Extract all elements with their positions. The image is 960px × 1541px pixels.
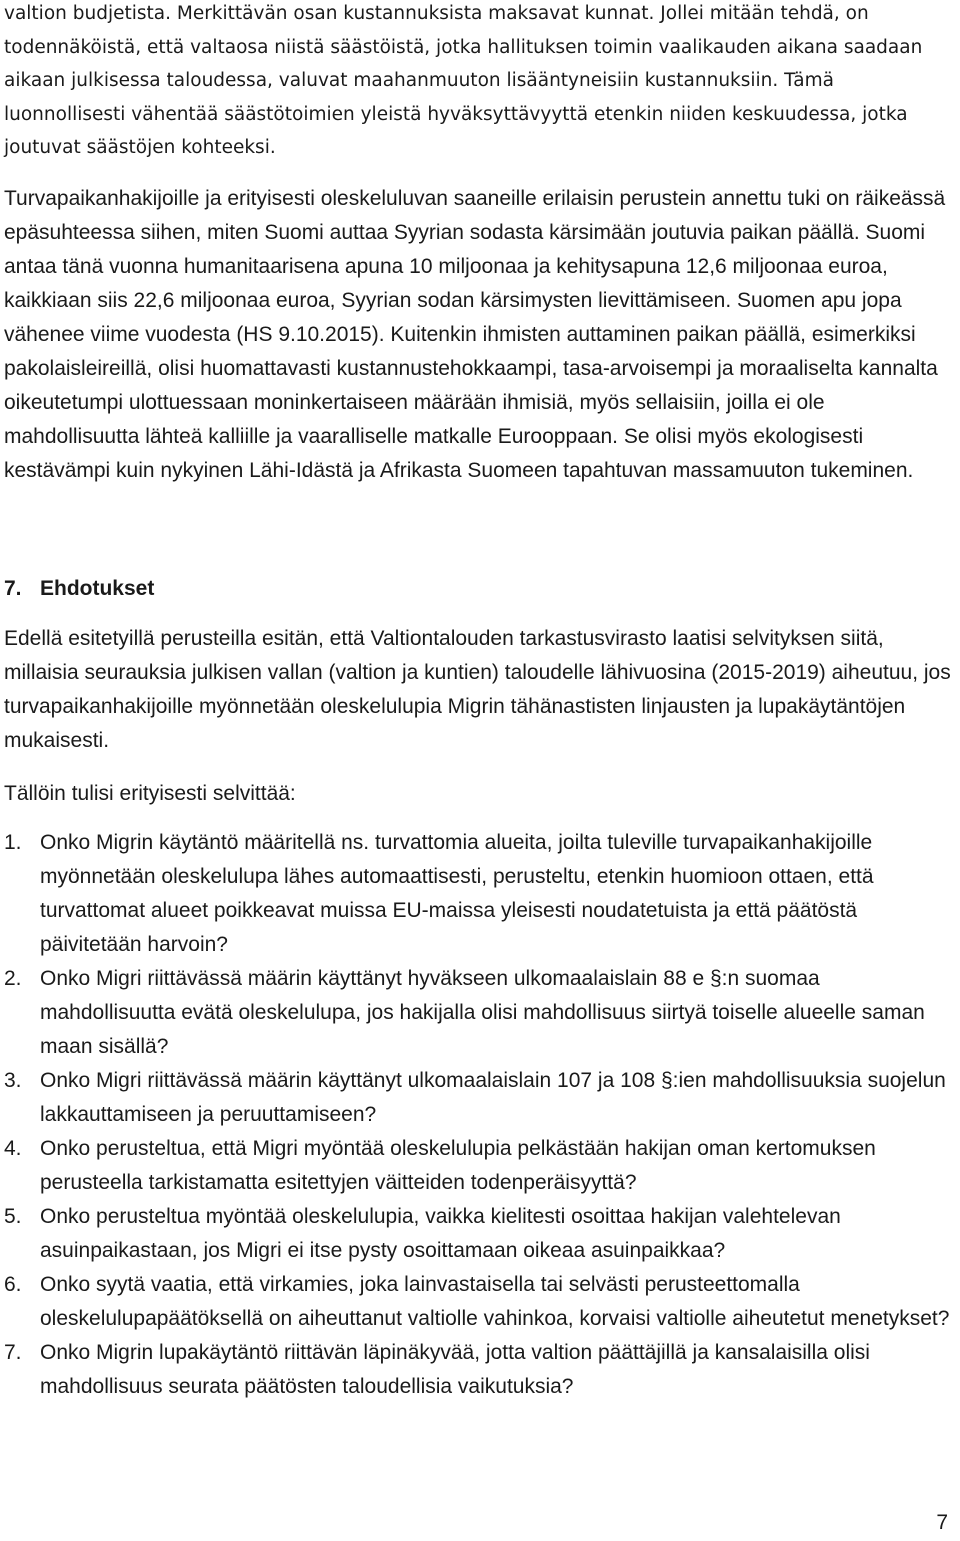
list-item-number: 1. — [4, 831, 22, 854]
questions-list — [4, 826, 952, 1404]
paragraph-questions-intro: Tällöin tulisi erityisesti selvittää: — [4, 782, 296, 805]
list-item-text: Onko perusteltua myöntää oleskelulupia, vaikka kielitesti osoittaa hakijan valehtelevan asuinpaikastaan, jos Migri ei itse pysty osoittamaan oikeaa asuinpaikkaa? — [40, 1205, 841, 1262]
paragraph-budget: valtion budjetista. Merkittävän osan kustannuksista maksavat kunnat. Jollei mitään tehdä, on todennäköistä, että valtaosa niistä säästöistä, jotka hallituksen toimin vaalikauden aikana saadaan aikaan julkisessa taloudessa, valuvat maahanmuuton lisääntyneisiin kustannuksiin. Tämä luonnollisesti vähentää säästötoimien yleistä hyväksyttävyyttä etenkin niiden keskuudessa, jotka joutuvat säästöjen kohteeksi. — [4, 3, 923, 158]
list-item-text: Onko syytä vaatia, että virkamies, joka lainvastaisella tai selvästi perusteettomalla oleskelulupapäätöksellä on aiheuttanut valtiolle vahinkoa, korvaisi valtiolle aiheutetut menetykset? — [40, 1273, 950, 1330]
paragraph-proposal: Edellä esitetyillä perusteilla esitän, että Valtiontalouden tarkastusvirasto laatisi selvityksen siitä, millaisia seurauksia julkisen vallan (valtion ja kuntien) taloudelle lähivuosina (2015-2019) aiheutuu, jos turvapaikanhakijoille myönnetään oleskelulupia Migrin tähänastisten linjausten ja lupakäytäntöjen mukaisesti. — [4, 627, 951, 752]
list-item-number: 6. — [4, 1273, 22, 1296]
list-item — [4, 1268, 952, 1336]
list-item-number: 5. — [4, 1205, 22, 1228]
section-title: Ehdotukset — [40, 577, 155, 600]
section-heading — [4, 572, 154, 606]
section-number: 7. — [4, 577, 22, 600]
list-item — [4, 962, 952, 1064]
paragraph-syria-aid: Turvapaikanhakijoille ja erityisesti oleskeluluvan saaneille erilaisin perustein annettu tuki on räikeässä epäsuhteessa siihen, miten Suomi auttaa Syyrian sodasta kärsimään joutuvia paikan päällä. Suomi antaa tänä vuonna humanitaarisena apuna 10 miljoonaa ja kehitysapuna 12,6 miljoonaa euroa, kaikkiaan siis 22,6 miljoonaa euroa, Syyrian sodan kärsimysten lievittämiseen. Suomen apu jopa vähenee viime vuodesta (HS 9.10.2015). Kuitenkin ihmisten auttaminen paikan päällä, esimerkiksi pakolaisleireillä, olisi huomattavasti kustannustehokkaampi, tasa-arvoisempi ja moraaliselta kannalta oikeutetumpi ulottuessaan moninkertaiseen määrään ihmisiä, myös sellaisiin, joilla ei ole mahdollisuutta lähteä kalliille ja vaaralliselle matkalle Eurooppaan. Se olisi myös ekologisesti kestävämpi kuin nykyinen Lähi-Idästä ja Afrikasta Suomeen tapahtuvan massamuuton tukeminen. — [4, 187, 946, 482]
list-item-number: 3. — [4, 1069, 22, 1092]
list-item-text: Onko Migrin käytäntö määritellä ns. turvattomia alueita, joilta tuleville turvapaikanhakijoille myönnetään oleskelulupa lähes automaattisesti, perusteltu, etenkin huomioon ottaen, että turvattomat alueet poikkeavat muissa EU-maissa yleisesti noudatetuista ja että päätöstä päivitetään harvoin? — [40, 831, 874, 956]
list-item — [4, 1132, 952, 1200]
list-item-number: 4. — [4, 1137, 22, 1160]
page-number: 7 — [936, 1511, 948, 1534]
list-item-text: Onko Migri riittävässä määrin käyttänyt ulkomaalaislain 107 ja 108 §:ien mahdollisuuksia suojelun lakkauttamiseen ja peruuttamiseen? — [40, 1069, 946, 1126]
list-item-number: 7. — [4, 1341, 22, 1364]
list-item — [4, 826, 952, 962]
list-item-text: Onko Migri riittävässä määrin käyttänyt hyväkseen ulkomaalaislain 88 e §:n suomaa mahdollisuutta evätä oleskelulupa, jos hakijalla olisi mahdollisuus siirtyä toiselle alueelle saman maan sisällä? — [40, 967, 925, 1058]
list-item-number: 2. — [4, 967, 22, 990]
list-item-text: Onko perusteltua, että Migri myöntää oleskelulupia pelkästään hakijan oman kertomuksen perusteella tarkistamatta esitettyjen väitteiden todenperäisyyttä? — [40, 1137, 876, 1194]
list-item — [4, 1200, 952, 1268]
list-item — [4, 1336, 952, 1404]
list-item — [4, 1064, 952, 1132]
list-item-text: Onko Migrin lupakäytäntö riittävän läpinäkyvää, jotta valtion päättäjillä ja kansalaisilla olisi mahdollisuus seurata päätösten taloudellisia vaikutuksia? — [40, 1341, 870, 1398]
